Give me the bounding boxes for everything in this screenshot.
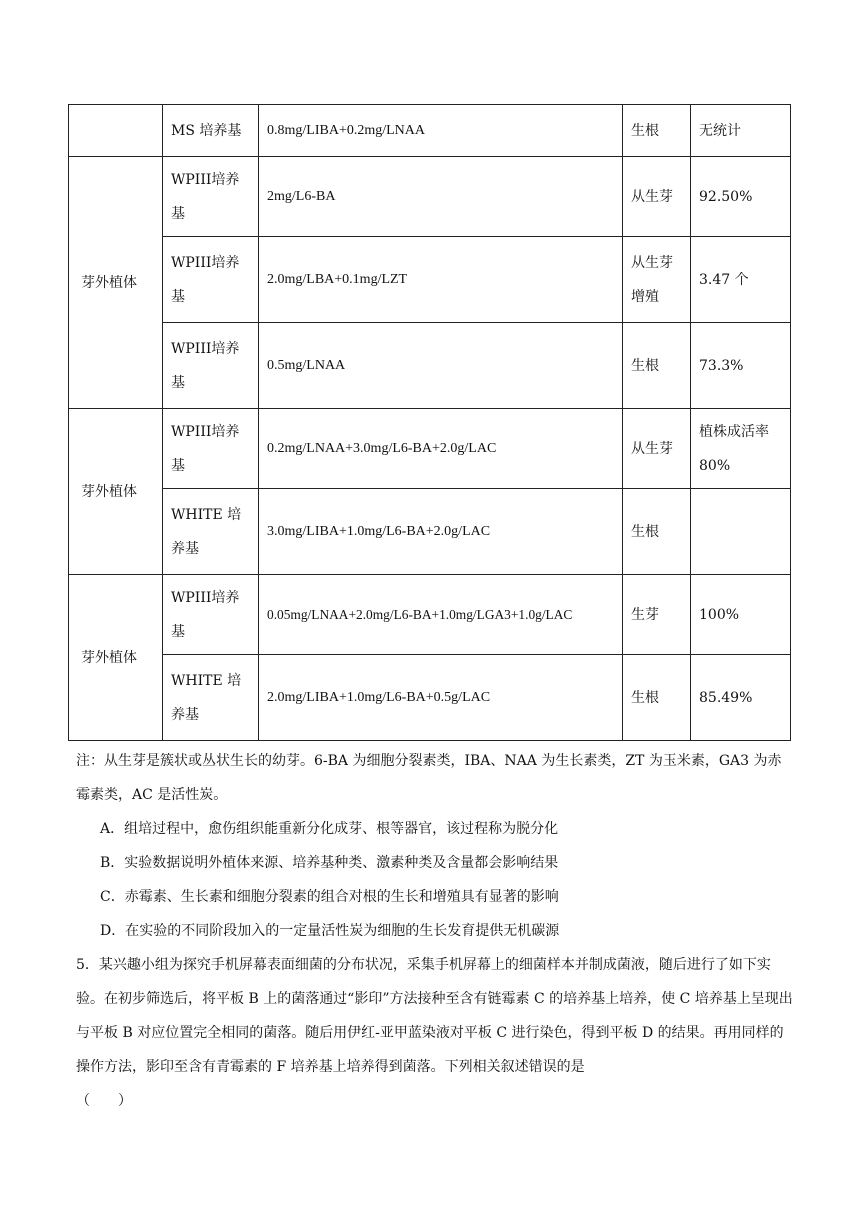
answer-blank: （ ）	[76, 1093, 132, 1109]
table-row	[69, 655, 791, 741]
hormone-cell: 0.8mg/LIBA+0.2mg/LNAA	[259, 105, 623, 157]
medium-cell: WPIII培养基	[163, 323, 259, 409]
explant-cell: 芽外植体	[69, 409, 163, 575]
value-cell: 3.47 个	[691, 237, 791, 323]
medium-cell: MS 培养基	[163, 105, 259, 157]
medium-cell: WHITE 培养基	[163, 489, 259, 575]
table-note: 注：从生芽是簇状或丛状生长的幼芽。6-BA 为细胞分裂素类，IBA、NAA 为生长素类，ZT 为玉米素，GA3 为赤霉素类，AC 是活性炭。	[76, 753, 782, 803]
explant-cell: 芽外植体	[69, 157, 163, 409]
medium-cell: WPIII培养基	[163, 237, 259, 323]
table-row	[69, 157, 791, 237]
value-cell: 92.50%	[691, 157, 791, 237]
table-row	[69, 237, 791, 323]
hormone-cell: 0.5mg/LNAA	[259, 323, 623, 409]
value-cell: 植株成活率 80%	[691, 409, 791, 489]
result-cell: 生芽	[623, 575, 691, 655]
table-row	[69, 575, 791, 655]
hormone-cell: 3.0mg/LIBA+1.0mg/L6-BA+2.0g/LAC	[259, 489, 623, 575]
explant-cell: 芽外植体	[69, 575, 163, 741]
result-cell: 生根	[623, 105, 691, 157]
option-c: C．赤霉素、生长素和细胞分裂素的组合对根的生长和增殖具有显著的影响	[100, 889, 559, 905]
hormone-cell: 2mg/L6-BA	[259, 157, 623, 237]
table-row	[69, 409, 791, 489]
result-cell: 生根	[623, 655, 691, 741]
question-5-text: 5．某兴趣小组为探究手机屏幕表面细菌的分布状况，采集手机屏幕上的细菌样本并制成菌液，随后进行了如下实验。在初步筛选后，将平板 B 上的菌落通过“影印”方法接种至含有链霉素 C 的培养基上培养，使 C 培养基上呈现出与平板 B 对应位置完全相同的菌落。随后用伊红-亚甲蓝染液对平板 C 进行染色，得到平板 D 的结果。再用同样的操作方法，影印至含有青霉素的 F 培养基上培养得到菌落。下列相关叙述错误的是	[76, 957, 793, 1075]
hormone-cell: 0.2mg/LNAA+3.0mg/L6-BA+2.0g/LAC	[259, 409, 623, 489]
value-cell: 73.3%	[691, 323, 791, 409]
option-d: D．在实验的不同阶段加入的一定量活性炭为细胞的生长发育提供无机碳源	[100, 923, 560, 939]
result-cell: 从生芽	[623, 157, 691, 237]
table-row	[69, 489, 791, 575]
medium-cell: WPIII培养基	[163, 575, 259, 655]
value-cell: 85.49%	[691, 655, 791, 741]
question-5-stem	[76, 948, 794, 1118]
result-cell: 从生芽	[623, 409, 691, 489]
hormone-cell: 2.0mg/LIBA+1.0mg/L6-BA+0.5g/LAC	[259, 655, 623, 741]
option-a: A．组培过程中，愈伤组织能重新分化成芽、根等器官，该过程称为脱分化	[100, 821, 559, 837]
explant-cell	[69, 105, 163, 157]
value-cell: 100%	[691, 575, 791, 655]
table-row	[69, 105, 791, 157]
value-cell	[691, 489, 791, 575]
result-cell: 生根	[623, 489, 691, 575]
question-text	[76, 744, 794, 1118]
value-cell: 无统计	[691, 105, 791, 157]
option-b: B．实验数据说明外植体来源、培养基种类、激素种类及含量都会影响结果	[100, 855, 559, 871]
result-cell: 生根	[623, 323, 691, 409]
table-row	[69, 323, 791, 409]
result-cell: 从生芽增殖	[623, 237, 691, 323]
hormone-cell: 0.05mg/LNAA+2.0mg/L6-BA+1.0mg/LGA3+1.0g/LAC	[259, 575, 623, 655]
experiment-table	[68, 104, 791, 741]
medium-cell: WPIII培养基	[163, 409, 259, 489]
medium-cell: WPIII培养基	[163, 157, 259, 237]
hormone-cell: 2.0mg/LBA+0.1mg/LZT	[259, 237, 623, 323]
medium-cell: WHITE 培养基	[163, 655, 259, 741]
